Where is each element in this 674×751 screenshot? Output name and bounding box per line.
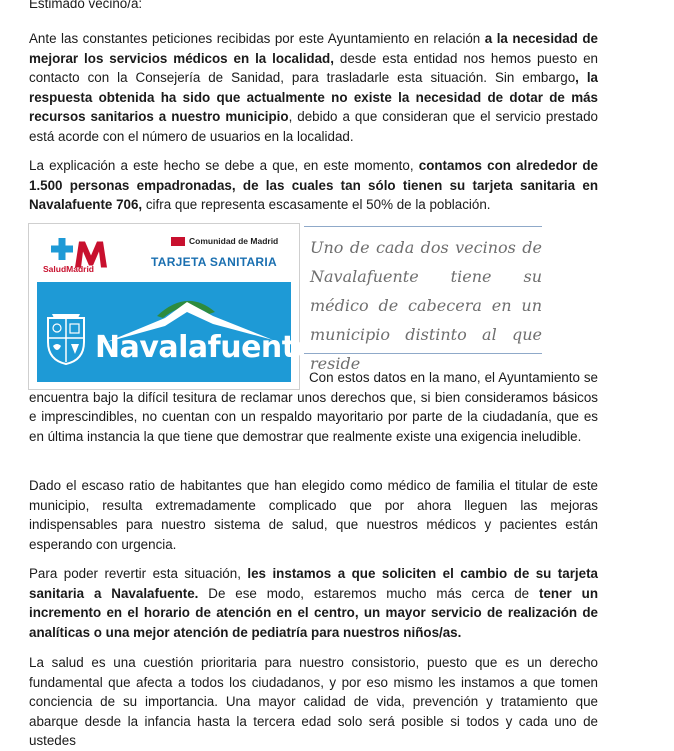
paragraph-4: Dado el escaso ratio de habitantes que han elegido como médico de familia el titular de este municipio, resulta extremadamente complicado que por ahora lleguen las mejoras indispensables para nuestro sistema de salud, que nuestros médicos y pacientes están esperando con urgencia. xyxy=(29,478,598,552)
text: Ante las constantes peticiones recibidas por este Ayuntamiento en relación xyxy=(29,31,485,46)
paragraph-5 xyxy=(29,564,598,642)
text: , debido a que consideran que el servicio prestado está acorde con el número de usuarios en la localidad. xyxy=(29,109,598,144)
text: Para poder revertir esta situación, xyxy=(29,566,248,581)
comunidad-madrid-row xyxy=(171,236,278,246)
pull-quote xyxy=(304,226,542,373)
navalafuente-banner xyxy=(37,282,316,382)
bold-text: , la respuesta obtenida ha sido que actualmente no existe la necesidad de dotar de más recursos sanitarios a nuestro municipio xyxy=(29,70,598,125)
paragraph-3 xyxy=(29,368,598,446)
greeting: Estimado vecino/a: xyxy=(29,0,143,11)
bold-text: tener un incremento en el horario de atención en el centro, un mayor servicio de realización de analíticas o una mejor atención de pediatría para nuestros niños/as. xyxy=(29,585,598,640)
madrid-flag-icon xyxy=(171,237,185,246)
tarjeta-sanitaria-label: TARJETA SANITARIA xyxy=(151,255,277,269)
pull-quote-text: Uno de cada dos vecinos de Navalafuente tiene su médico de cabecera en un municipio distinto al que reside xyxy=(310,238,542,373)
salud-madrid-label: SaludMadrid xyxy=(43,264,95,274)
bold-text: contamos con alrededor de 1.500 personas empadronadas, de las cuales tan sólo tienen su tarjeta sanitaria en Navalafuente 706, xyxy=(29,158,598,213)
text: cifra que representa escasamente el 50% de la población. xyxy=(142,197,491,213)
navalafuente-label: Navalafuente xyxy=(95,330,316,365)
paragraph-2 xyxy=(29,156,598,215)
text: desde esta entidad nos hemos puesto en contacto con la Consejería de Sanidad, para trasladarle esta situación. Sin embargo xyxy=(29,50,598,86)
paragraph-6: La salud es una cuestión prioritaria para nuestro consistorio, puesto que es un derecho fundamental que afecta a todos los ciudadanos, y por eso mismo les instamos a que tomen conciencia de su importancia. Una mayor calidad de vida, prevención y tratamiento que abarque desde la infancia hasta la tercera edad solo será posible si todos y cada uno de ustedes xyxy=(29,655,598,749)
comunidad-madrid-label: Comunidad de Madrid xyxy=(189,236,279,246)
health-card-graphic xyxy=(28,223,316,390)
text: De ese modo, estaremos mucho más cerca de xyxy=(198,585,539,601)
bold-text: les instamos a que soliciten el cambio de su tarjeta sanitaria a Navalafuente. xyxy=(29,566,599,601)
coat-of-arms-icon xyxy=(44,312,88,366)
paragraph-1 xyxy=(29,29,598,147)
text: La explicación a este hecho se debe a que, en este momento, xyxy=(29,158,419,173)
text: Con estos datos en la mano, el Ayuntamiento se encuentra bajo la difícil tesitura de reclamar unos derechos que, si bien consideramos básicos e imprescindibles, no cuentan con un respaldo mayoritario por parte de la ciudadanía, que es en última instancia la que tiene que demostrar que realmente existe una exigencia ineludible. xyxy=(29,370,598,444)
bold-text: a la necesidad de mejorar los servicios médicos en la localidad, xyxy=(29,31,598,66)
